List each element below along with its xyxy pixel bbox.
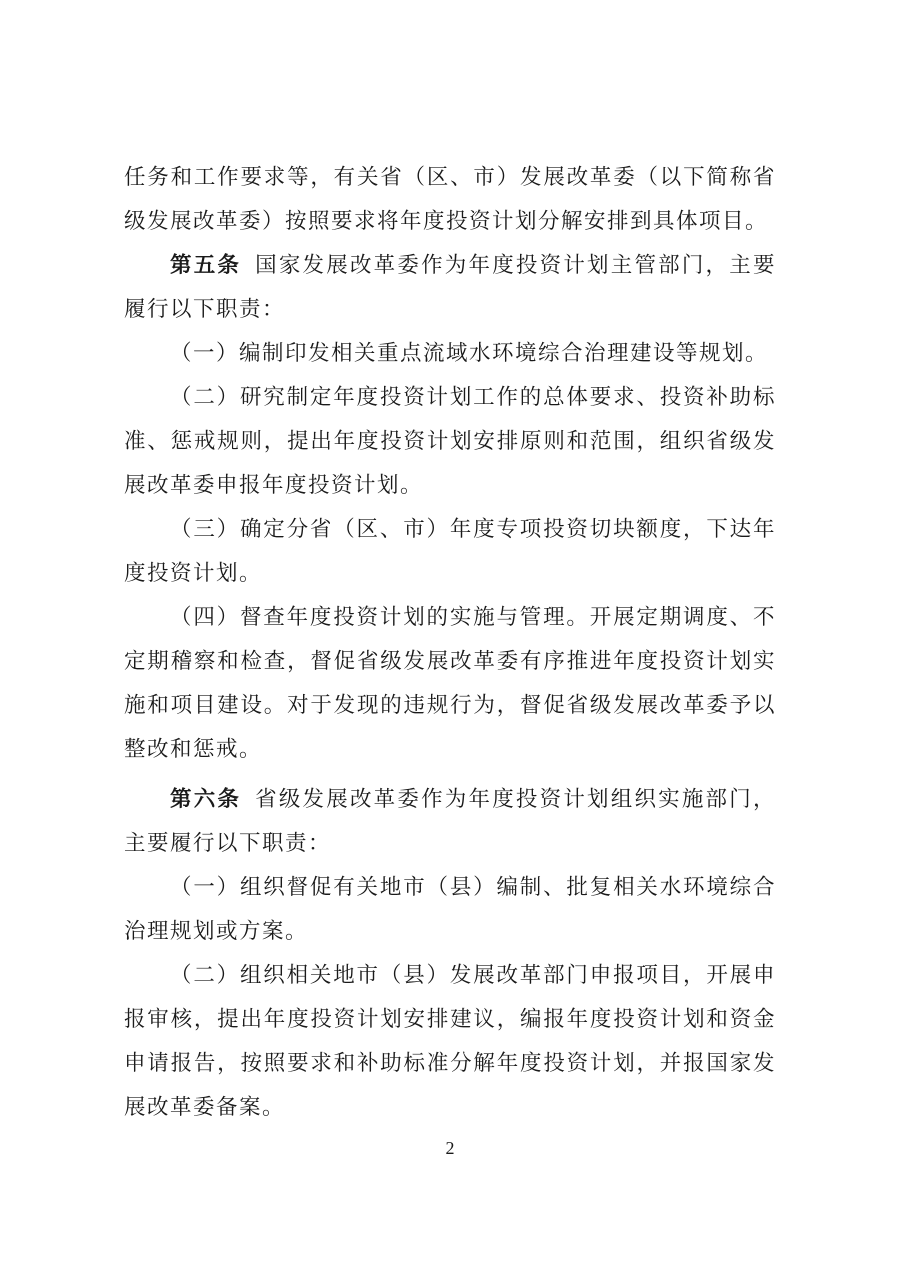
article-5-paragraph: [124, 244, 776, 332]
article-6-item-1: （一）组织督促有关地市（县）编制、批复相关水环境综合治理规划或方案。: [124, 875, 776, 944]
article-6-item-2: （二）组织相关地市（县）发展改革部门申报项目，开展申报审核，提出年度投资计划安排建议，编报年度投资计划和资金申请报告，按照要求和补助标准分解年度投资计划，并报国家发展改革委备案。: [124, 963, 776, 1120]
article-5-item-3: （三）确定分省（区、市）年度专项投资切块额度，下达年度投资计划。: [124, 517, 776, 586]
article-5-text: 国家发展改革委作为年度投资计划主管部门，主要履行以下职责：: [124, 253, 776, 322]
article-5-heading: 第五条: [170, 253, 242, 278]
page-number: 2: [445, 1138, 455, 1158]
paragraph-continuation: 任务和工作要求等，有关省（区、市）发展改革委（以下简称省级发展改革委）按照要求将年度投资计划分解安排到具体项目。: [124, 165, 776, 234]
article-5-item-1: （一）编制印发相关重点流域水环境综合治理建设等规划。: [170, 341, 769, 366]
article-6-text: 省级发展改革委作为年度投资计划组织实施部门，主要履行以下职责：: [124, 787, 776, 856]
article-5-item-2: （二）研究制定年度投资计划工作的总体要求、投资补助标准、惩戒规则，提出年度投资计划安排原则和范围，组织省级发展改革委申报年度投资计划。: [124, 385, 776, 498]
article-6-paragraph: [124, 778, 776, 866]
article-6-heading: 第六条: [170, 787, 242, 812]
article-5-item-4: （四）督查年度投资计划的实施与管理。开展定期调度、不定期稽察和检查，督促省级发展改革委有序推进年度投资计划实施和项目建设。对于发现的违规行为，督促省级发展改革委予以整改和惩戒。: [124, 605, 776, 762]
